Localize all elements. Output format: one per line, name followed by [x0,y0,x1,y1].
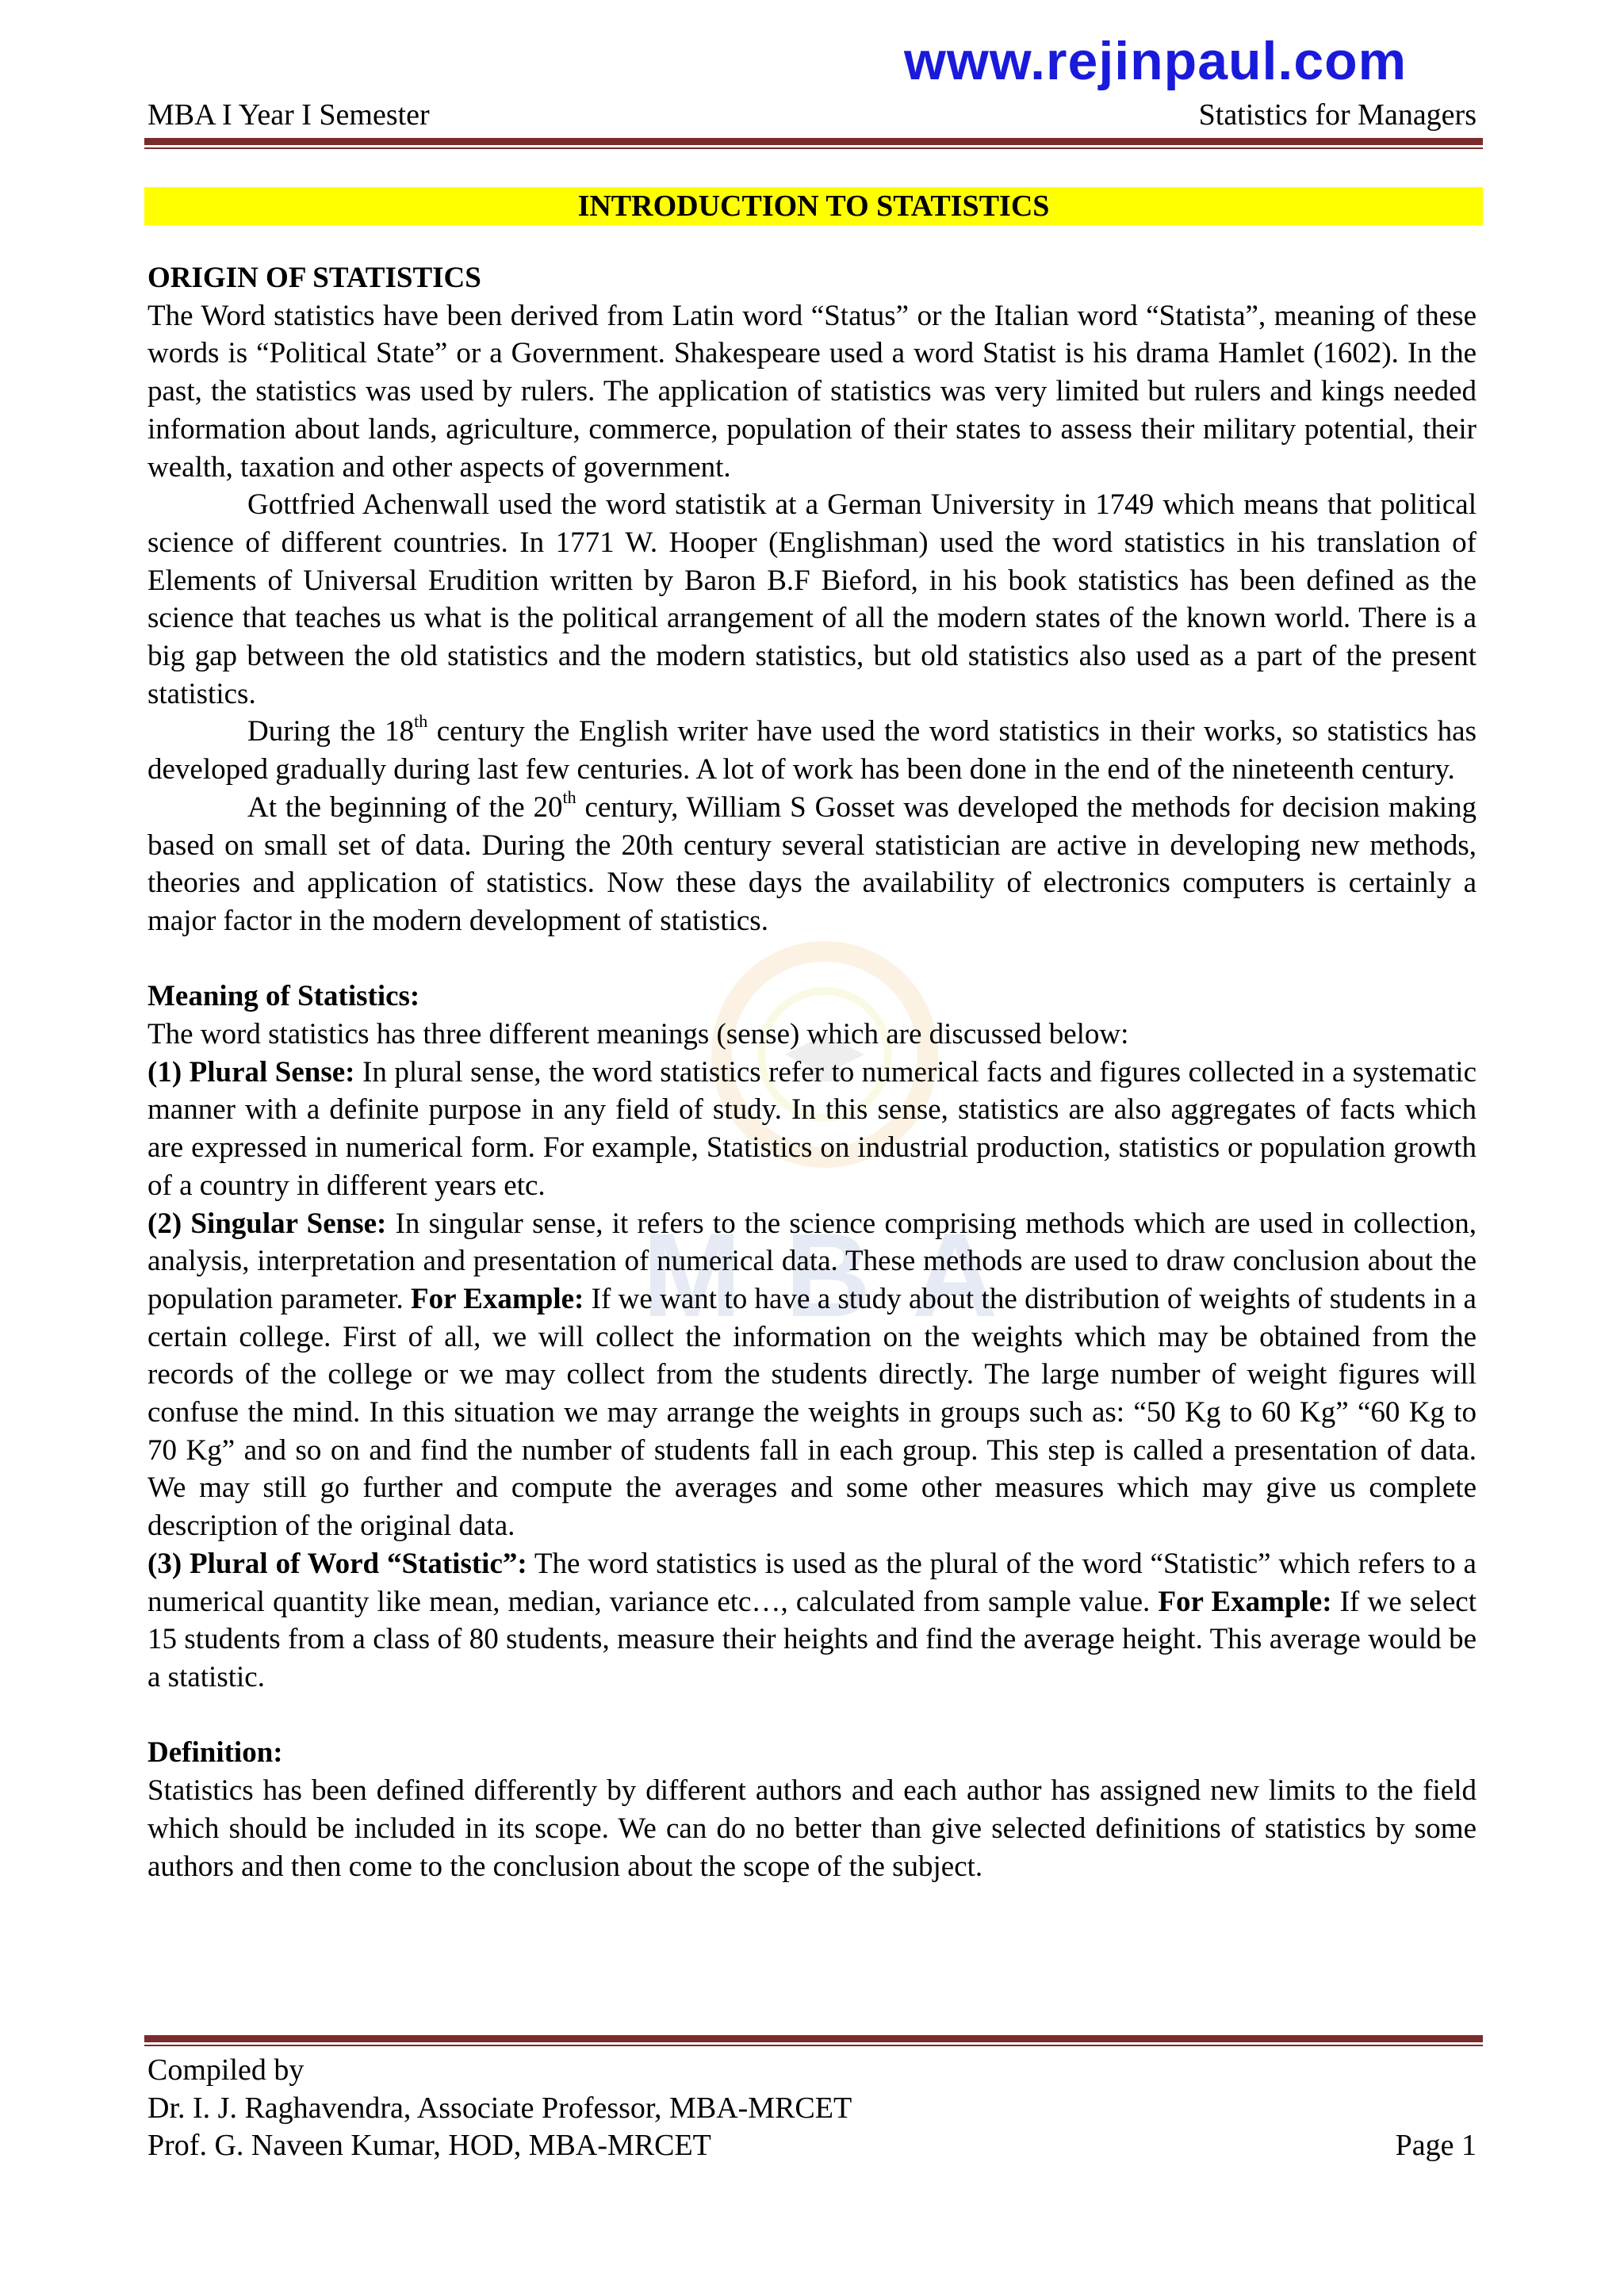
definition-heading: Definition: [147,1736,283,1770]
footer-compiled-by: Compiled by [147,2053,304,2087]
footer-author-2: Prof. G. Naveen Kumar, HOD, MBA-MRCET [147,2129,711,2162]
svg-text:B: B [785,1208,871,1341]
statistic-plural-paragraph: (3) Plural of Word “Statistic”: The word statistics is used as the plural of the word “Statistic” which refers to a numerical quantity like mean, median, variance etc…, calculated from sample value. For Example: If we select 15 students from a class of 80 students, measure their heights and find the average height. This average would be a statistic. [147,1547,1477,1693]
footer-rule [144,2035,1483,2046]
origin-heading: ORIGIN OF STATISTICS [147,262,481,294]
meaning-intro: The word statistics has three different meanings (sense) which are discussed below: [147,1018,1129,1051]
banner-title: INTRODUCTION TO STATISTICS [144,187,1483,225]
svg-text:M: M [642,1208,741,1341]
website-url: www.rejinpaul.com [904,31,1408,91]
page-number: Page 1 [1395,2129,1477,2162]
origin-paragraph-2: Gottfried Achenwall used the word statistik at a German University in 1749 which means that political science of different countries. In 1771 W. Hooper (Englishman) used the word statistics in his translation of Elements of Universal Erudition written by Baron B.F Bieford, in his book statistics has been defined as the science that teaches us what is the political arrangement of all the modern states of the known world. There is a big gap between the old statistics and the modern statistics, but old statistics also used as a part of the present statistics. [147,488,1477,710]
meaning-heading: Meaning of Statistics: [147,980,420,1013]
singular-sense-paragraph: (2) Singular Sense: In singular sense, it refers to the science comprising methods which are used in collection, analysis, interpretation and presentation of numerical data. These methods are used to draw conclusion about the population parameter. For Example: If we want to have a study about the distribution of weights of students in a certain college. First of all, we will collect the information on the weights which may be obtained from the records of the college or we may collect from the students directly. The large number of weight figures will confuse the mind. In this situation we may arrange the weights in groups such as: “50 Kg to 60 Kg” “60 Kg to 70 Kg” and so on and find the number of students fall in each group. This step is called a presentation of data. We may still go further and compute the averages and some other measures which may give us complete description of the original data. [147,1207,1477,1543]
origin-paragraph-4: At the beginning of the 20th century, William S Gosset was developed the methods for decision making based on small set of data. During the 20th century several statistician are active in developing new methods, theories and application of statistics. Now these days the availability of electronics computers is certainly a major factor in the modern development of statistics. [147,786,1477,937]
header-rule [144,138,1483,149]
header-left: MBA I Year I Semester [147,98,430,132]
origin-paragraph-3: During the 18th century the English writer have used the word statistics in their works, so statistics has developed gradually during last few centuries. A lot of work has been done in the end of the nineteenth century. [147,711,1477,786]
document-body [147,259,1477,1885]
footer-author-1: Dr. I. J. Raghavendra, Associate Professor, MBA-MRCET [147,2091,852,2125]
footer [147,2052,1477,2165]
plural-sense-paragraph: (1) Plural Sense: In plural sense, the word statistics refer to numerical facts and figures collected in a systematic manner with a definite purpose in any field of study. In this sense, statistics are also aggregates of facts which are expressed in numerical form. For example, Statistics on industrial production, statistics or population growth of a country in different years etc. [147,1055,1477,1202]
definition-paragraph: Statistics has been defined differently by different authors and each author has assigned new limits to the field which should be included in its scope. We can do no better than give selected definitions of statistics by some authors and then come to the conclusion about the scope of the subject. [147,1774,1477,1883]
svg-text:A: A [912,1208,998,1341]
header-right: Statistics for Managers [1198,98,1477,132]
origin-paragraph-1: The Word statistics have been derived from Latin word “Status” or the Italian word “Statista”, meaning of these words is “Political State” or a Government. Shakespeare used a word Statist is his drama Hamlet (1602). In the past, the statistics was used by rulers. The application of statistics was very limited but rulers and kings needed information about lands, agriculture, commerce, population of their states to assess their military potential, their wealth, taxation and other aspects of government. [147,299,1477,484]
